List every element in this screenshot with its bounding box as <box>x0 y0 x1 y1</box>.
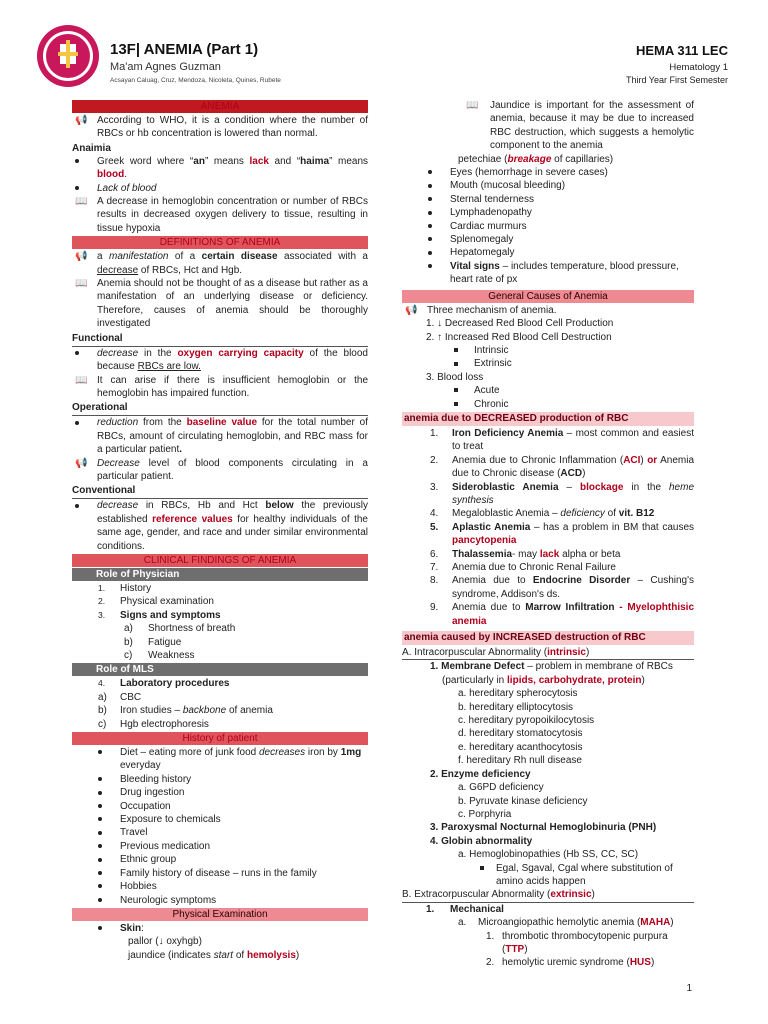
hemoglobinopathies: a. Hemoglobinopathies (Hb SS, CC, SC) <box>458 849 639 861</box>
membrane-defect: 1. Membrane Defect – problem in membrane of RBCs <box>430 661 673 673</box>
book-icon: 📖 <box>75 196 88 208</box>
list-item: Chronic <box>402 398 694 411</box>
list-item: Occupation <box>72 800 368 813</box>
list-item: 2. hemolytic uremic syndrome (HUS) <box>486 957 655 969</box>
list-item: 9. Anemia due to Marrow Infiltration - Myelophthisic anemia <box>430 602 695 627</box>
pallor: pallor (↓ oxyhgb) <box>128 936 202 948</box>
note-not-disease: 📖 Anemia should not be thought of as a disease but rather as a manifestation of an underlying disease or deficiency. Therefore, causes of anemia should be thoroughly investigated <box>75 278 368 330</box>
list-item: Previous medication <box>72 840 368 853</box>
section-anemia: ANEMIA <box>72 100 368 113</box>
list-item: Extrinsic <box>402 357 694 370</box>
list-item: Exposure to chemicals <box>72 813 368 826</box>
list-item: Splenomegaly <box>402 233 694 246</box>
list-item: b) Fatigue <box>124 636 182 648</box>
list-item: a. Microangiopathic hemolytic anemia (MAHA) <box>458 917 674 929</box>
membrane-list <box>402 687 694 767</box>
history-list <box>72 773 368 907</box>
heading-anaimia: Anaimia <box>72 142 111 154</box>
note-func-arise: 📖 It can arise if there is insufficient hemoglobin or the hemoglobin has impaired function. <box>75 374 368 399</box>
intracorpuscular-heading: A. Intracorpuscular Abnormality (intrinsic) <box>402 646 694 660</box>
list-item: Hepatomegaly <box>402 246 694 259</box>
mechanism-1: 1. ↓ Decreased Red Blood Cell Production <box>426 318 614 330</box>
list-item: 3. Signs and symptoms <box>98 609 221 621</box>
physician-list <box>72 582 368 662</box>
list-item: d. hereditary stomatocytosis <box>458 728 583 740</box>
right-column <box>402 99 694 970</box>
mechanism-3: 3. Blood loss <box>426 371 484 383</box>
book-icon: 📖 <box>466 100 479 111</box>
list-item: a. G6PD deficiency <box>458 782 544 794</box>
list-item: Diet – eating more of junk food decreases iron by 1mg everyday <box>72 746 368 773</box>
heading-functional: Functional <box>72 332 368 347</box>
list-item: Ethnic group <box>72 853 368 866</box>
university-seal-logo <box>36 24 100 88</box>
list-item: 8. Anemia due to Endocrine Disorder – Cushing's syndrome, Addison's ds. <box>430 575 695 600</box>
bullet-operational: reduction from the baseline value for the total number of RBCs, amount of circulating hemoglobin, and RBC mass for a particular patient. <box>72 416 368 456</box>
list-item: Cardiac murmurs <box>402 220 694 233</box>
list-item: 1. Iron Deficiency Anemia – most common and easiest to treat <box>430 427 694 453</box>
section-clinical-findings: CLINICAL FINDINGS OF ANEMIA <box>72 554 368 567</box>
note-who: 📢 According to WHO, it is a condition where the number of RBCs or hb concentration is lowered than normal. <box>75 115 368 140</box>
book-icon: 📖 <box>75 278 88 290</box>
list-item: Mouth (mucosal bleeding) <box>402 179 694 192</box>
list-item: 6. Thalassemia- may lack alpha or beta <box>430 548 621 560</box>
authors: Acsayan Caluag, Cruz, Mendoza, Nicoleta, Quines, Rubete <box>110 77 281 84</box>
enzyme-list <box>402 781 694 821</box>
list-item: 2. Anemia due to Chronic Inflammation (ACI) or Anemia due to Chronic disease (ACD) <box>430 454 695 480</box>
list-item: 7. Anemia due to Chronic Renal Failure <box>430 562 616 573</box>
enzyme-deficiency: 2. Enzyme deficiency <box>430 768 531 780</box>
list-item: 3. Sideroblastic Anemia – blockage in the heme synthesis <box>430 481 694 506</box>
list-item: Eyes (hemorrhage in severe cases) <box>402 166 694 179</box>
note-jaundice: 📖 Jaundice is important for the assessment of anemia, because it may be due to increased RBC destruction, which suggests a hemolytic component to the anemia <box>466 100 694 152</box>
bullet-conventional: decrease in RBCs, Hb and Hct below the previously established reference values for healthy individuals of the same age, gender, and race and under similar environmental conditions. <box>72 499 368 553</box>
list-item: 4. Laboratory procedures <box>98 678 230 690</box>
petechiae: petechiae (breakage of capillaries) <box>458 153 614 165</box>
extracorpuscular-heading: B. Extracorpuscular Abnormality (extrinsic) <box>402 888 694 902</box>
instructor: Ma'am Agnes Guzman <box>110 61 221 73</box>
list-item: Acute <box>402 384 694 397</box>
list-item: a. hereditary spherocytosis <box>458 688 578 700</box>
list-item: Drug ingestion <box>72 786 368 799</box>
semester: Third Year First Semester <box>625 75 728 85</box>
membrane-defect-detail: (particularly in lipids, carbohydrate, protein) <box>442 674 645 686</box>
list-item: 1. History <box>98 582 152 594</box>
note-three-mechanism: 📢 Three mechanism of anemia. <box>405 304 557 316</box>
band-increased-destruction: anemia caused by INCREASED destruction of RBC <box>402 631 694 645</box>
list-item: Lymphadenopathy <box>402 206 694 219</box>
megaphone-icon: 📢 <box>75 115 88 126</box>
role-mls: Role of MLS <box>72 663 368 676</box>
course-code: HEMA 311 LEC <box>636 43 728 58</box>
list-item: b. Pyruvate kinase deficiency <box>458 795 588 807</box>
list-item: Hobbies <box>72 880 368 893</box>
list-item: 1. thrombotic thrombocytopenic purpura (TTP) <box>486 930 668 955</box>
list-item: b) Iron studies – backbone of anemia <box>98 705 273 717</box>
page-number: 1 <box>686 983 692 994</box>
list-item: e. hereditary acanthocytosis <box>458 741 583 753</box>
heading-operational: Operational <box>72 401 368 416</box>
jaundice: jaundice (indicates start of hemolysis) <box>128 949 300 961</box>
list-item: b. hereditary elliptocytosis <box>458 701 574 713</box>
role-physician: Role of Physician <box>72 568 368 581</box>
globin-abnormality: 4. Globin abnormality <box>430 835 533 847</box>
list-item: Vital signs – includes temperature, blood pressure, heart rate of px <box>402 260 694 287</box>
list-item: c) Weakness <box>124 650 195 661</box>
list-item: Egal, Sgaval, Cgal where substitution of amino acids happen <box>402 862 694 889</box>
list-item: a) CBC <box>98 691 142 703</box>
megaphone-icon: 📢 <box>75 251 88 263</box>
bullet-greek: Greek word where “an” means lack and “haima” means blood. <box>72 155 368 182</box>
list-item: c. Porphyria <box>458 808 512 820</box>
list-item: Travel <box>72 826 368 839</box>
list-item: Family history of disease – runs in the family <box>72 867 368 880</box>
list-item: c) Hgb electrophoresis <box>98 718 209 730</box>
section-history: History of patient <box>72 732 368 745</box>
book-icon: 📖 <box>75 374 88 386</box>
list-item: 5. Aplastic Anemia – has a problem in BM that causes pancytopenia <box>430 521 695 547</box>
list-item: a) Shortness of breath <box>124 623 236 635</box>
megaphone-icon: 📢 <box>75 457 88 469</box>
list-item: 2. Physical examination <box>98 596 214 608</box>
list-item: Sternal tenderness <box>402 193 694 206</box>
section-definitions: DEFINITIONS OF ANEMIA <box>72 236 368 249</box>
list-item: c. hereditary pyropoikilocytosis <box>458 715 595 727</box>
bullet-functional: decrease in the oxygen carrying capacity of the blood because RBCs are low. <box>72 347 368 374</box>
list-item: f. hereditary Rh null disease <box>458 755 582 767</box>
list-item: Intrinsic <box>402 344 694 357</box>
mechanism-2: 2. ↑ Increased Red Blood Cell Destruction <box>426 331 612 343</box>
note-manifestation: 📢 a manifestation of a certain disease associated with a decrease of RBCs, Hct and Hgb. <box>75 251 368 276</box>
heading-conventional: Conventional <box>72 484 368 499</box>
list-item: Neurologic symptoms <box>72 894 368 907</box>
band-decreased-production: anemia due to DECREASED production of RBC <box>402 412 694 426</box>
megaphone-icon: 📢 <box>405 304 418 316</box>
exam-list <box>402 166 694 260</box>
list-item: 4. Megaloblastic Anemia – deficiency of vit. B12 <box>430 508 655 520</box>
list-item: Skin: <box>72 922 368 935</box>
pnh: 3. Paroxysmal Nocturnal Hemoglobinuria (PNH) <box>430 822 657 834</box>
list-item: Bleeding history <box>72 773 368 786</box>
note-decrease-hb: 📖 A decrease in hemoglobin concentration or number of RBCs results in decreased oxygen delivery to tissue, resulting in tissue hypoxia <box>75 196 368 234</box>
document-title: 13F| ANEMIA (Part 1) <box>110 41 259 58</box>
section-physical-exam: Physical Examination <box>72 908 368 921</box>
subject: Hematology 1 <box>669 62 728 73</box>
note-operational: 📢 Decrease level of blood components circulating in a particular patient. <box>75 457 368 482</box>
left-column <box>72 99 368 962</box>
list-item: 1. Mechanical <box>426 903 504 915</box>
section-general-causes: General Causes of Anemia <box>402 290 694 303</box>
bullet-lack-of-blood: Lack of blood <box>72 182 368 195</box>
